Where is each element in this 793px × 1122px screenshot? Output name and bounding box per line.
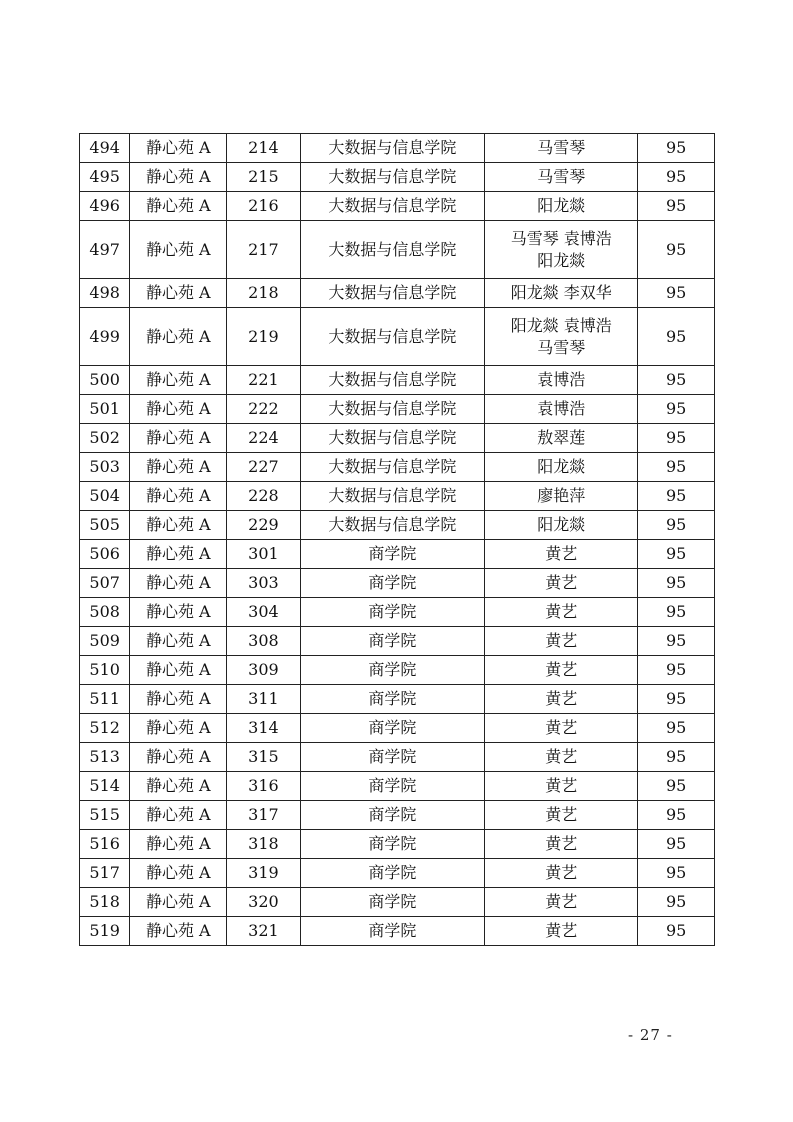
cell-person [485, 192, 638, 221]
table-row [80, 772, 715, 801]
cell-building: 静心苑 A [130, 656, 227, 685]
cell-person [485, 366, 638, 395]
person-line: 黄艺 [545, 805, 578, 824]
cell-room: 308 [227, 627, 301, 656]
cell-room: 320 [227, 888, 301, 917]
table-body [80, 134, 715, 946]
person-line: 黄艺 [545, 892, 578, 911]
cell-number: 515 [80, 801, 130, 830]
cell-person [485, 772, 638, 801]
cell-score: 95 [638, 511, 715, 540]
cell-college: 商学院 [300, 859, 484, 888]
cell-building: 静心苑 A [130, 598, 227, 627]
cell-room: 216 [227, 192, 301, 221]
table-row [80, 192, 715, 221]
cell-college: 大数据与信息学院 [300, 192, 484, 221]
cell-person [485, 830, 638, 859]
table-row [80, 743, 715, 772]
cell-room: 314 [227, 714, 301, 743]
person-line: 黄艺 [545, 544, 578, 563]
table-row [80, 830, 715, 859]
table-row [80, 163, 715, 192]
cell-college: 大数据与信息学院 [300, 482, 484, 511]
cell-room: 316 [227, 772, 301, 801]
cell-person [485, 714, 638, 743]
cell-building: 静心苑 A [130, 540, 227, 569]
cell-person [485, 308, 638, 366]
person-line: 黄艺 [545, 747, 578, 766]
cell-college: 商学院 [300, 772, 484, 801]
cell-number: 505 [80, 511, 130, 540]
cell-person [485, 888, 638, 917]
cell-score: 95 [638, 192, 715, 221]
cell-room: 304 [227, 598, 301, 627]
cell-person [485, 743, 638, 772]
cell-score: 95 [638, 163, 715, 192]
cell-building: 静心苑 A [130, 366, 227, 395]
table-row [80, 598, 715, 627]
cell-college: 大数据与信息学院 [300, 395, 484, 424]
table-row [80, 308, 715, 366]
cell-score: 95 [638, 424, 715, 453]
cell-college: 大数据与信息学院 [300, 163, 484, 192]
cell-score: 95 [638, 569, 715, 598]
cell-college: 商学院 [300, 801, 484, 830]
cell-college: 商学院 [300, 743, 484, 772]
person-line: 黄艺 [545, 602, 578, 621]
cell-score: 95 [638, 134, 715, 163]
person-line: 袁博浩 [537, 370, 586, 389]
cell-room: 221 [227, 366, 301, 395]
cell-number: 500 [80, 366, 130, 395]
person-line: 阳龙燚 袁博浩 [510, 315, 612, 335]
page-number: - 27 - [628, 1026, 673, 1044]
table-row [80, 424, 715, 453]
cell-college: 大数据与信息学院 [300, 453, 484, 482]
cell-college: 大数据与信息学院 [300, 424, 484, 453]
cell-building: 静心苑 A [130, 743, 227, 772]
table-row [80, 453, 715, 482]
cell-score: 95 [638, 714, 715, 743]
cell-score: 95 [638, 279, 715, 308]
person-line: 阳龙燚 [537, 457, 586, 476]
cell-room: 217 [227, 221, 301, 279]
cell-college: 商学院 [300, 540, 484, 569]
cell-building: 静心苑 A [130, 511, 227, 540]
person-line: 黄艺 [545, 573, 578, 592]
cell-room: 214 [227, 134, 301, 163]
cell-room: 317 [227, 801, 301, 830]
cell-college: 商学院 [300, 656, 484, 685]
cell-room: 301 [227, 540, 301, 569]
cell-room: 224 [227, 424, 301, 453]
cell-number: 510 [80, 656, 130, 685]
cell-college: 大数据与信息学院 [300, 221, 484, 279]
person-line: 马雪琴 袁博浩 [510, 228, 612, 248]
table-row [80, 221, 715, 279]
person-line: 黄艺 [545, 776, 578, 795]
cell-number: 494 [80, 134, 130, 163]
cell-room: 303 [227, 569, 301, 598]
cell-person [485, 279, 638, 308]
cell-person [485, 569, 638, 598]
person-line: 敖翠莲 [537, 428, 586, 447]
table-row [80, 540, 715, 569]
cell-college: 大数据与信息学院 [300, 308, 484, 366]
cell-room: 311 [227, 685, 301, 714]
cell-number: 496 [80, 192, 130, 221]
cell-college: 商学院 [300, 598, 484, 627]
cell-room: 318 [227, 830, 301, 859]
cell-building: 静心苑 A [130, 859, 227, 888]
cell-number: 518 [80, 888, 130, 917]
cell-person [485, 511, 638, 540]
cell-number: 512 [80, 714, 130, 743]
cell-room: 222 [227, 395, 301, 424]
dormitory-inspection-table [79, 133, 715, 946]
person-line: 袁博浩 [537, 399, 586, 418]
cell-number: 507 [80, 569, 130, 598]
person-line: 马雪琴 [537, 337, 586, 357]
cell-score: 95 [638, 888, 715, 917]
cell-room: 228 [227, 482, 301, 511]
cell-building: 静心苑 A [130, 714, 227, 743]
cell-building: 静心苑 A [130, 772, 227, 801]
cell-college: 商学院 [300, 888, 484, 917]
cell-number: 509 [80, 627, 130, 656]
cell-college: 大数据与信息学院 [300, 279, 484, 308]
person-line: 阳龙燚 [537, 196, 586, 215]
table-row [80, 627, 715, 656]
table-row [80, 685, 715, 714]
cell-number: 502 [80, 424, 130, 453]
cell-person [485, 395, 638, 424]
cell-number: 519 [80, 917, 130, 946]
cell-score: 95 [638, 830, 715, 859]
cell-number: 511 [80, 685, 130, 714]
cell-college: 商学院 [300, 627, 484, 656]
person-line: 马雪琴 [537, 167, 586, 186]
cell-building: 静心苑 A [130, 801, 227, 830]
cell-building: 静心苑 A [130, 685, 227, 714]
cell-college: 大数据与信息学院 [300, 511, 484, 540]
cell-number: 495 [80, 163, 130, 192]
table-row [80, 859, 715, 888]
cell-building: 静心苑 A [130, 569, 227, 598]
cell-number: 504 [80, 482, 130, 511]
person-line: 阳龙燚 [537, 515, 586, 534]
cell-college: 商学院 [300, 685, 484, 714]
cell-college: 商学院 [300, 569, 484, 598]
cell-number: 498 [80, 279, 130, 308]
cell-person [485, 134, 638, 163]
cell-building: 静心苑 A [130, 888, 227, 917]
table-row [80, 395, 715, 424]
cell-score: 95 [638, 482, 715, 511]
cell-score: 95 [638, 540, 715, 569]
table-row [80, 279, 715, 308]
cell-number: 499 [80, 308, 130, 366]
cell-person [485, 540, 638, 569]
cell-number: 513 [80, 743, 130, 772]
cell-room: 215 [227, 163, 301, 192]
person-line: 马雪琴 [537, 138, 586, 157]
cell-score: 95 [638, 772, 715, 801]
cell-college: 商学院 [300, 714, 484, 743]
person-line: 廖艳萍 [537, 486, 586, 505]
cell-number: 501 [80, 395, 130, 424]
cell-score: 95 [638, 221, 715, 279]
cell-college: 商学院 [300, 830, 484, 859]
person-line: 黄艺 [545, 631, 578, 650]
cell-score: 95 [638, 308, 715, 366]
cell-person [485, 859, 638, 888]
cell-building: 静心苑 A [130, 453, 227, 482]
person-line: 黄艺 [545, 689, 578, 708]
person-line: 黄艺 [545, 718, 578, 737]
table-row [80, 714, 715, 743]
cell-room: 218 [227, 279, 301, 308]
cell-building: 静心苑 A [130, 134, 227, 163]
cell-college: 商学院 [300, 917, 484, 946]
cell-number: 517 [80, 859, 130, 888]
cell-room: 309 [227, 656, 301, 685]
cell-person [485, 221, 638, 279]
person-line: 阳龙燚 李双华 [510, 283, 612, 302]
person-line: 黄艺 [545, 863, 578, 882]
person-line: 黄艺 [545, 834, 578, 853]
cell-score: 95 [638, 453, 715, 482]
cell-person [485, 598, 638, 627]
cell-number: 514 [80, 772, 130, 801]
cell-score: 95 [638, 743, 715, 772]
cell-person [485, 656, 638, 685]
cell-person [485, 685, 638, 714]
cell-number: 516 [80, 830, 130, 859]
cell-building: 静心苑 A [130, 917, 227, 946]
table-row [80, 888, 715, 917]
cell-person [485, 917, 638, 946]
cell-building: 静心苑 A [130, 192, 227, 221]
cell-college: 大数据与信息学院 [300, 134, 484, 163]
cell-person [485, 424, 638, 453]
cell-score: 95 [638, 366, 715, 395]
cell-score: 95 [638, 656, 715, 685]
cell-building: 静心苑 A [130, 395, 227, 424]
table-row [80, 656, 715, 685]
table-row [80, 511, 715, 540]
person-line: 黄艺 [545, 921, 578, 940]
cell-score: 95 [638, 859, 715, 888]
cell-person [485, 453, 638, 482]
cell-number: 503 [80, 453, 130, 482]
cell-person [485, 482, 638, 511]
cell-score: 95 [638, 395, 715, 424]
cell-person [485, 163, 638, 192]
table-row [80, 134, 715, 163]
table-row [80, 569, 715, 598]
cell-person [485, 627, 638, 656]
cell-score: 95 [638, 627, 715, 656]
cell-room: 229 [227, 511, 301, 540]
cell-person [485, 801, 638, 830]
table-row [80, 366, 715, 395]
cell-building: 静心苑 A [130, 424, 227, 453]
cell-room: 321 [227, 917, 301, 946]
cell-score: 95 [638, 685, 715, 714]
cell-building: 静心苑 A [130, 308, 227, 366]
person-line: 阳龙燚 [537, 250, 586, 270]
table-row [80, 482, 715, 511]
cell-score: 95 [638, 598, 715, 627]
cell-number: 497 [80, 221, 130, 279]
cell-building: 静心苑 A [130, 482, 227, 511]
cell-building: 静心苑 A [130, 279, 227, 308]
cell-building: 静心苑 A [130, 627, 227, 656]
cell-building: 静心苑 A [130, 163, 227, 192]
table-row [80, 917, 715, 946]
cell-number: 506 [80, 540, 130, 569]
cell-room: 319 [227, 859, 301, 888]
cell-building: 静心苑 A [130, 221, 227, 279]
cell-score: 95 [638, 801, 715, 830]
cell-college: 大数据与信息学院 [300, 366, 484, 395]
cell-number: 508 [80, 598, 130, 627]
cell-room: 227 [227, 453, 301, 482]
person-line: 黄艺 [545, 660, 578, 679]
table-row [80, 801, 715, 830]
cell-score: 95 [638, 917, 715, 946]
cell-room: 315 [227, 743, 301, 772]
cell-building: 静心苑 A [130, 830, 227, 859]
cell-room: 219 [227, 308, 301, 366]
